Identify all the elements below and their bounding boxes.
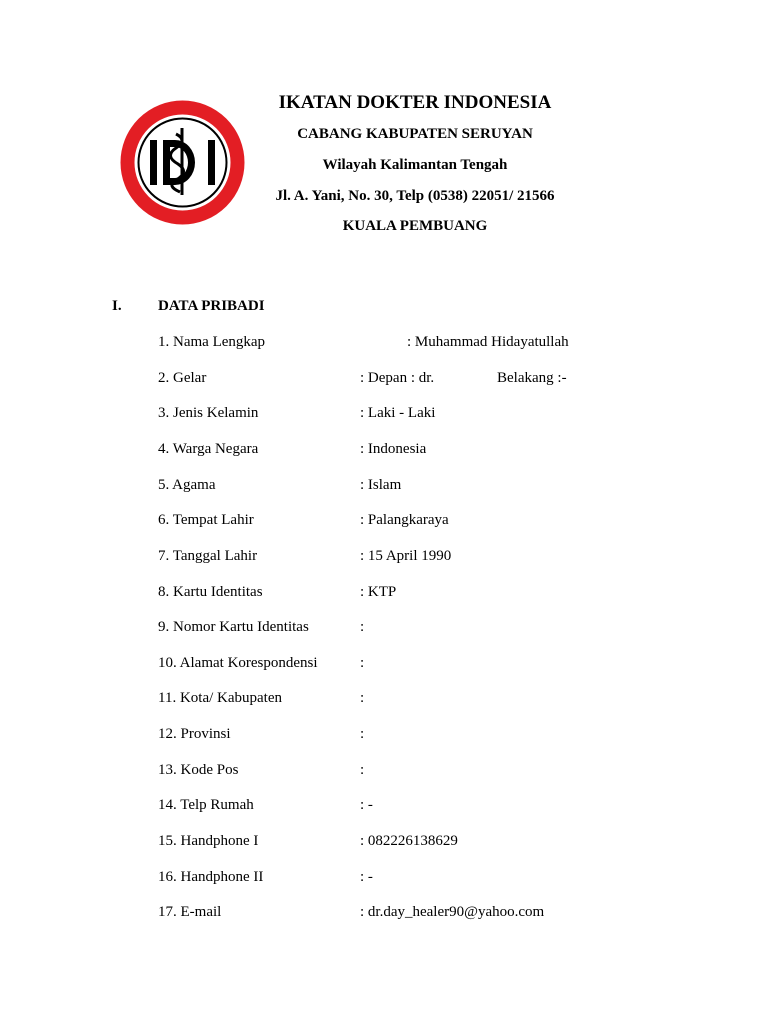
field-label: 2. Gelar [158, 370, 207, 386]
field-value: : [360, 762, 365, 778]
field-value: : Indonesia [360, 441, 427, 457]
field-row-gender [0, 405, 768, 427]
branch-name: CABANG KABUPATEN SERUYAN [297, 126, 533, 142]
field-value: : [360, 619, 365, 635]
field-label: 3. Jenis Kelamin [158, 405, 259, 421]
field-row-id-card [0, 584, 768, 606]
field-row-full-name [0, 334, 768, 356]
field-row-city [0, 690, 768, 712]
organization-title: IKATAN DOKTER INDONESIA [278, 92, 552, 113]
field-row-handphone-2 [0, 869, 768, 891]
section-title: DATA PRIBADI [158, 298, 265, 314]
field-value: : [360, 726, 365, 742]
field-label: 6. Tempat Lahir [158, 512, 254, 528]
field-row-email [0, 904, 768, 926]
field-row-id-number [0, 619, 768, 641]
field-value: : dr.day_healer90@yahoo.com [360, 904, 545, 920]
section-number: I. [112, 298, 122, 314]
idi-logo [120, 100, 245, 225]
field-value: : 082226138629 [360, 833, 458, 849]
field-value: : [360, 690, 365, 706]
field-label: 8. Kartu Identitas [158, 584, 263, 600]
field-label: 7. Tanggal Lahir [158, 548, 258, 564]
field-value: : Palangkaraya [360, 512, 449, 528]
field-value: : - [360, 869, 373, 885]
field-value: : Laki - Laki [360, 405, 436, 421]
field-label: 13. Kode Pos [158, 762, 239, 778]
field-row-handphone-1 [0, 833, 768, 855]
field-label: 9. Nomor Kartu Identitas [158, 619, 309, 635]
field-label: 10. Alamat Korespondensi [158, 655, 318, 671]
field-row-postal-code [0, 762, 768, 784]
office-address: Jl. A. Yani, No. 30, Telp (0538) 22051/ 21566 [275, 188, 555, 204]
field-label: 14. Telp Rumah [158, 797, 254, 813]
field-row-title [0, 370, 768, 392]
field-row-birthplace [0, 512, 768, 534]
field-label: 5. Agama [158, 477, 216, 493]
field-row-religion [0, 477, 768, 499]
field-row-home-phone [0, 797, 768, 819]
field-row-nationality [0, 441, 768, 463]
field-row-province [0, 726, 768, 748]
field-row-birthdate [0, 548, 768, 570]
field-label: 1. Nama Lengkap [158, 334, 266, 350]
field-row-address [0, 655, 768, 677]
field-value: : KTP [360, 584, 397, 600]
field-value: : 15 April 1990 [360, 548, 452, 564]
field-value: : Islam [360, 477, 402, 493]
field-label: 16. Handphone II [158, 869, 264, 885]
field-value-suffix: Belakang :- [497, 370, 567, 386]
city-name: KUALA PEMBUANG [342, 218, 488, 234]
field-label: 12. Provinsi [158, 726, 231, 742]
field-label: 15. Handphone I [158, 833, 259, 849]
field-value: : Depan : dr. [360, 370, 435, 386]
field-value: : Muhammad Hidayatullah [407, 334, 569, 350]
field-value: : - [360, 797, 373, 813]
region-name: Wilayah Kalimantan Tengah [322, 157, 508, 173]
field-label: 11. Kota/ Kabupaten [158, 690, 282, 706]
field-label: 17. E-mail [158, 904, 222, 920]
field-value: : [360, 655, 365, 671]
field-label: 4. Warga Negara [158, 441, 259, 457]
